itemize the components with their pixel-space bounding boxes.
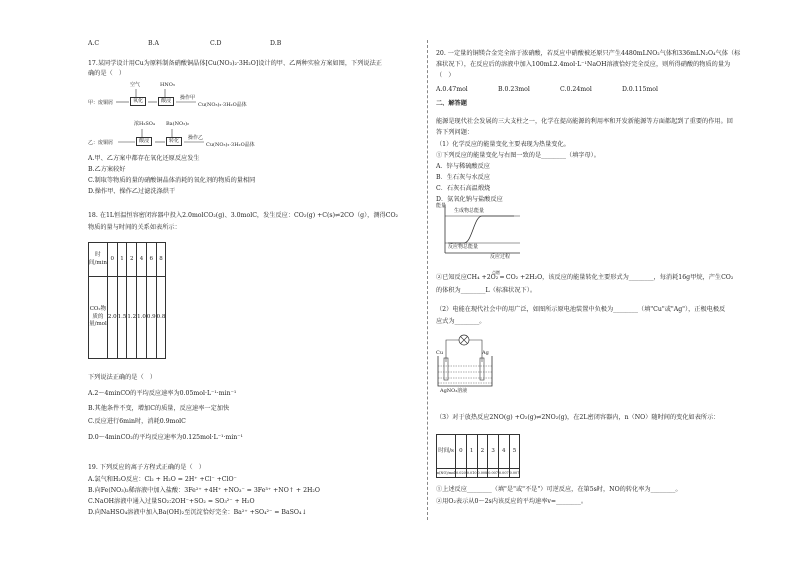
jia-oxidize-box: 氧化 — [130, 97, 146, 106]
graph-bottom-label: 反应物总能量 — [448, 244, 479, 250]
q21-data-cell: 0.007 — [488, 469, 499, 478]
q18-data-cell: 0.9 — [146, 277, 156, 359]
q21-table — [436, 434, 520, 478]
q21-choice-b: B．生石灰与水反应 — [436, 174, 491, 181]
q21-choice-d: D．氨氧化钠与盐酸反应 — [436, 196, 503, 203]
q21-part3b: ②用O₂表示从0～2s内该反应的平均速率v=________。 — [436, 498, 588, 505]
jia-ops-label: 操作甲 — [180, 95, 196, 101]
q21-header-cell: 1 — [466, 435, 477, 469]
q18-question: 下列说法正确的是（ ） — [88, 374, 157, 381]
q21-choice-a: A．锌与稀硫酸反应 — [436, 163, 490, 170]
ignite-condition: 点燃 — [492, 270, 500, 275]
galvanic-cell-drawing — [436, 332, 496, 388]
q16-option-d: D.B — [270, 40, 282, 47]
q21-data-cell: 0.007 — [498, 469, 509, 478]
jia-product-label: Cu(NO₃)₂·3H₂O晶体 — [198, 102, 247, 108]
q17-stem-2: 确的是（ ） — [88, 70, 126, 77]
q18-header-cell: 6 — [146, 243, 156, 277]
jia-start-label: 甲：废铜屑 — [88, 100, 114, 106]
q20-option-d: D.0.115mol — [622, 86, 658, 93]
q20-option-c: C.0.24mol — [560, 86, 592, 93]
yi-reagent1-label: 浓H₂SO₄ — [134, 121, 155, 127]
q18-option-b: B.其他条件不变，增加C的质量，反应速率一定加快 — [88, 405, 230, 412]
q17-stem-1: 17.某同学设计用Cu为原料制备硝酸铜晶体[Cu(NO₃)₂·3H₂O]设计的甲、乙两种实验方案如图，下列说法正 — [88, 60, 382, 67]
graph-x-label: 反应过程 — [490, 254, 511, 260]
q16-option-b: B.A — [148, 40, 159, 47]
q18-table-header-row — [89, 243, 166, 277]
yi-ops-label: 操作乙 — [188, 135, 204, 141]
q18-header-cell: 8 — [156, 243, 166, 277]
q18-stem-2: 物质的量与时间的关系如表所示： — [88, 224, 181, 231]
q21-intro-1: 能源是现代社会发展的三大支柱之一，化学在提高能源的利用率和开发新能源等方面都起到了重要的作用。回 — [436, 118, 733, 125]
q20-line-1: 20. 一定量的铜镁合金完全溶于浓硝酸，若反应中硝酸被还原只产生4480mLNO₂气体和336mLN₂O₄气体（标 — [436, 50, 741, 57]
q21-part1a: ①下列反应的能量变化与右图一致的是________（填字母）。 — [436, 152, 600, 159]
q18-option-c: C.反应进行6min时，消耗0.9molC — [88, 418, 186, 425]
q21-part3a: ①上述反应________（填"是"或"不是"）可逆反应，在第5s时，NO的转化率为________。 — [436, 486, 682, 493]
q21-part2-2: 应式为________。 — [436, 318, 486, 325]
jia-acid-box: 酸浸 — [158, 97, 174, 106]
q21-header-cell: 3 — [488, 435, 499, 469]
cell-electrolyte-label: AgNO₃溶液 — [440, 388, 468, 394]
q20-line-3: （ ） — [436, 72, 455, 79]
jia-arrows — [88, 85, 203, 110]
q21-table-data-row — [437, 469, 520, 478]
graph-y-label: 能量 — [436, 203, 447, 209]
q21-data-cell: 0.020 — [456, 469, 467, 478]
q18-table-data-row — [89, 277, 166, 359]
cell-cu-label: Cu — [436, 350, 444, 356]
column-divider — [427, 40, 428, 520]
q21-header-cell: 2 — [477, 435, 488, 469]
jia-air-label: 空气 — [130, 82, 141, 88]
q19-option-c: C.NaOH溶液中通入过量SO₂:2OH⁻+SO₂ = SO₃²⁻ + H₂O — [88, 498, 255, 505]
yi-acid-box: 酸浸 — [136, 137, 152, 146]
q21-part3: （3）对于放热反应2NO(g) +O₂(g)⇌2NO₂(g)，在2L密闭容器内，n（NO）随时间的变化如表所示： — [436, 414, 720, 421]
q16-option-c: C.D — [210, 40, 222, 47]
q18-header-cell: 1 — [117, 243, 127, 277]
q20-option-a: A.0.47mol — [436, 86, 468, 93]
q21-header-cell: 5 — [509, 435, 520, 469]
q21-header-label: 时间/s — [437, 435, 456, 469]
q17-option-b: B.乙方案较好 — [88, 166, 126, 173]
q18-header-cell: 4 — [137, 243, 147, 277]
q21-table-header-row — [437, 435, 520, 469]
q21-choice-c: C．石灰石高温煅烧 — [436, 185, 491, 192]
q21-part1b-1: ②已知反应CH₄ +2O₂ ═ CO₂ +2H₂O，该反应的能量转化主要形式为________，每消耗16g甲烷，产生CO₂ — [436, 274, 734, 281]
graph-top-label: 生成物总能量 — [454, 208, 485, 214]
q21-data-cell: 0.010 — [466, 469, 477, 478]
q18-data-cell: 0.8 — [156, 277, 166, 359]
q18-header-label: 时间/min — [89, 243, 108, 277]
q17-option-c: C.制取等物质的量的硝酸铜晶体消耗的氧化剂的物质的量相同 — [88, 177, 256, 184]
q16-option-a: A.C — [88, 40, 100, 47]
cell-ag-label: Ag — [482, 350, 489, 356]
q18-row-label: CO₂物质的量/mol — [89, 277, 108, 359]
q21-part1: （1）化学反应的能量变化主要表现为热量变化。 — [436, 141, 570, 148]
yi-arrows — [88, 125, 213, 150]
energy-graph-curve — [436, 205, 521, 255]
q20-options — [436, 86, 658, 94]
q18-data-cell: 1.5 — [117, 277, 127, 359]
q16-options — [88, 40, 281, 48]
jia-hno3-label: HNO₃ — [160, 82, 175, 88]
q19-option-d: D.向NaHSO₄溶液中加入Ba(OH)₂至沉淀恰好完全：Ba²⁺ +SO₄²⁻ = BaSO₄↓ — [88, 509, 307, 516]
yi-start-label: 乙：废铜屑 — [88, 140, 114, 146]
q21-intro-2: 答下列问题： — [436, 129, 474, 136]
q18-stem-1: 18. 在1L恒温恒容密闭容器中投入2.0molCO₂(g)、3.0molC，发生反应：CO₂(g) +C(s)⇌2CO（g），测得CO₂ — [88, 212, 399, 219]
q18-header-cell: 0 — [107, 243, 117, 277]
q21-header-cell: 4 — [498, 435, 509, 469]
yi-reagent2-label: Ba(NO₃)₂ — [166, 121, 190, 127]
yi-product-label: Cu(NO₃)₂·3H₂O晶体 — [206, 142, 255, 148]
q21-row-label: n(NO)/mol — [437, 469, 456, 478]
q18-header-cell: 2 — [127, 243, 137, 277]
yi-convert-box: 转化 — [166, 137, 182, 146]
q18-data-cell: 1.2 — [127, 277, 137, 359]
q18-data-cell: 2.0 — [107, 277, 117, 359]
q18-table — [88, 242, 166, 359]
q17-option-a: A.甲、乙方案中都存在氧化还原反应发生 — [88, 155, 200, 162]
q21-data-cell: 0.007 — [509, 469, 520, 478]
q19-stem: 19. 下列反应的离子方程式正确的是（ ） — [88, 464, 205, 471]
q18-option-a: A.2～4minCO的平均反应速率为0.05mol·L⁻¹·min⁻¹ — [88, 390, 237, 397]
q18-data-cell: 1.0 — [137, 277, 147, 359]
q21-part1b-2: 的体积为________L（标准状况下）。 — [436, 287, 537, 294]
q21-header-cell: 0 — [456, 435, 467, 469]
q19-option-b: B.向Fe(NO₃)₂稀溶液中加入盐酸：3Fe²⁺ +4H⁺ +NO₃⁻ = 3Fe³⁺ +NO↑ + 2H₂O — [88, 487, 320, 494]
q19-option-a: A.氯气和H₂O反应：Cl₂ + H₂O = 2H⁺ +Cl⁻ +ClO⁻ — [88, 476, 237, 483]
q18-option-d: D.0～4minCO₂的平均反应速率为0.125mol·L⁻¹·min⁻¹ — [88, 434, 244, 441]
q20-line-2: 准状况下），在反应后的溶液中加入100mL2.4mol·L⁻¹NaOH溶液恰好完全反应，则所得硝酸的物质的量为 — [436, 61, 731, 68]
q20-option-b: B.0.23mol — [498, 86, 530, 93]
section-title: 二、解答题 — [436, 100, 467, 107]
q21-data-cell: 0.008 — [477, 469, 488, 478]
q17-option-d: D.操作甲、操作乙过滤洗涤烘干 — [88, 188, 176, 195]
q21-part2-1: （2）电能在现代社会中的用广泛，如图所示原电池装置中负极为________（填"Cu"或"Ag"），正极电极反 — [436, 306, 726, 313]
